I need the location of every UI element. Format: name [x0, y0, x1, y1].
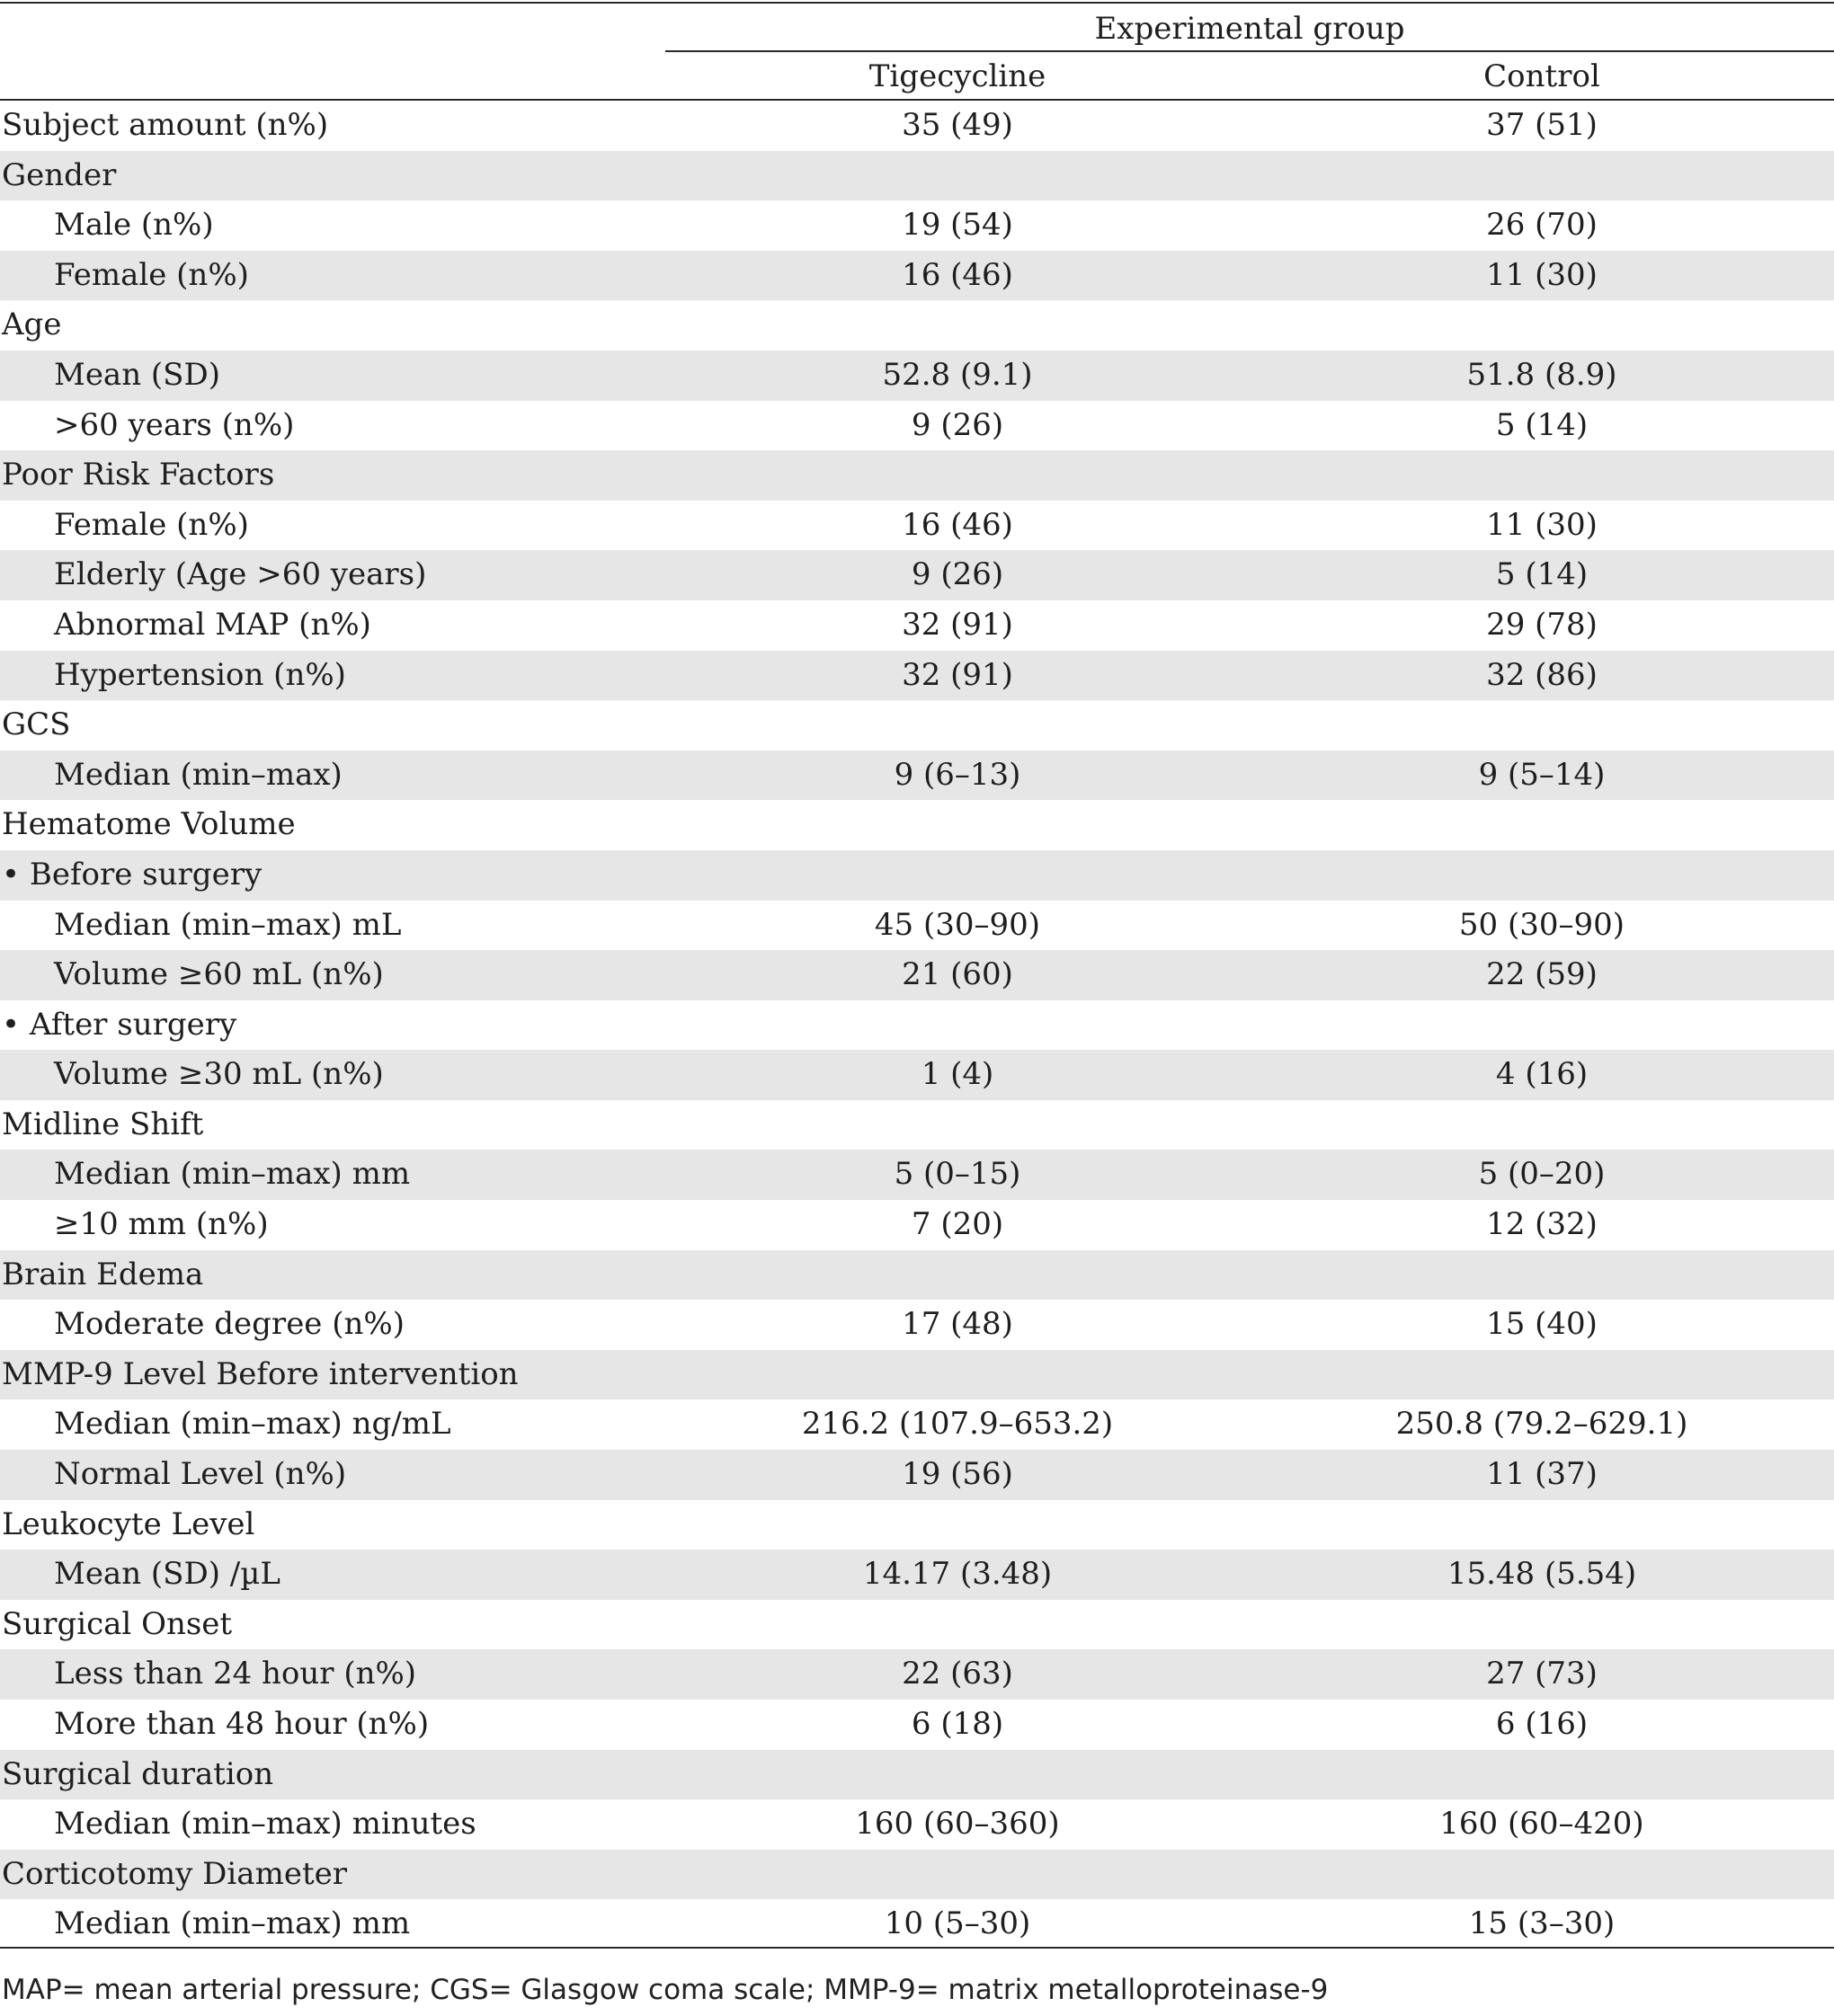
table-row	[0, 1750, 1834, 1800]
table-row	[0, 351, 1834, 401]
tigecycline-value: 32 (91)	[902, 656, 1013, 693]
row-label: Median (min–max) ng/mL	[54, 1406, 451, 1443]
control-value: 11 (30)	[1486, 256, 1598, 293]
control-value: 37 (51)	[1486, 107, 1598, 143]
row-label: Poor Risk Factors	[2, 457, 275, 493]
row-label: Surgical Onset	[2, 1605, 233, 1642]
table-row	[0, 1700, 1834, 1750]
group-header-rule	[665, 50, 1834, 52]
tigecycline-value: 17 (48)	[902, 1306, 1013, 1343]
table-row	[0, 550, 1834, 600]
table-row	[0, 1500, 1834, 1550]
table-row	[0, 600, 1834, 651]
row-label: Median (min–max) mm	[54, 1156, 411, 1193]
row-label: Surgical duration	[2, 1755, 274, 1792]
table-row	[0, 300, 1834, 351]
control-value: 29 (78)	[1486, 606, 1598, 643]
row-label: Hematome Volume	[2, 806, 296, 843]
control-value: 160 (60–420)	[1439, 1806, 1644, 1843]
control-value: 4 (16)	[1495, 1056, 1589, 1093]
row-label: Less than 24 hour (n%)	[54, 1656, 417, 1692]
row-label: Moderate degree (n%)	[54, 1306, 405, 1343]
row-label: Volume ≥30 mL (n%)	[54, 1056, 384, 1093]
control-value: 12 (32)	[1486, 1206, 1598, 1243]
row-label: Median (min–max) mm	[54, 1905, 411, 1942]
row-label: >60 years (n%)	[54, 406, 295, 443]
row-label: Corticotomy Diameter	[2, 1855, 347, 1892]
tigecycline-value: 19 (56)	[902, 1456, 1013, 1493]
table-row	[0, 1050, 1834, 1100]
table-footnote: MAP= mean arterial pressure; CGS= Glasgow coma scale; MMP-9= matrix metalloproteinase-9	[2, 1974, 1329, 2006]
table-row	[0, 200, 1834, 251]
row-label: • After surgery	[2, 1006, 237, 1043]
table-row	[0, 1150, 1834, 1200]
table-row	[0, 1550, 1834, 1600]
tigecycline-value: 45 (30–90)	[874, 906, 1041, 943]
table-row	[0, 651, 1834, 701]
row-label: Female (n%)	[54, 256, 249, 293]
row-label: ≥10 mm (n%)	[54, 1206, 269, 1243]
row-label: • Before surgery	[2, 856, 263, 893]
column-header-tigecycline: Tigecycline	[868, 58, 1046, 94]
top-rule	[0, 2, 1834, 4]
table-row	[0, 1250, 1834, 1301]
control-value: 11 (30)	[1486, 506, 1598, 543]
row-label: Age	[2, 306, 62, 343]
table-row	[0, 800, 1834, 850]
control-value: 27 (73)	[1486, 1656, 1598, 1692]
row-label: Median (min–max) minutes	[54, 1806, 476, 1843]
table-row	[0, 700, 1834, 750]
tigecycline-value: 10 (5–30)	[884, 1905, 1031, 1942]
column-header-control: Control	[1483, 58, 1600, 94]
tigecycline-value: 19 (54)	[902, 207, 1013, 244]
table-row	[0, 850, 1834, 901]
control-value: 250.8 (79.2–629.1)	[1395, 1406, 1688, 1443]
tigecycline-value: 5 (0–15)	[894, 1156, 1021, 1193]
tigecycline-value: 16 (46)	[902, 256, 1013, 293]
table-row	[0, 1649, 1834, 1700]
row-label: Leukocyte Level	[2, 1505, 255, 1542]
row-label: Male (n%)	[54, 207, 214, 244]
control-value: 15 (3–30)	[1468, 1905, 1616, 1942]
table-row	[0, 950, 1834, 1000]
control-value: 5 (14)	[1495, 406, 1589, 443]
control-value: 51.8 (8.9)	[1466, 356, 1617, 393]
tigecycline-value: 22 (63)	[902, 1656, 1013, 1692]
table-row	[0, 1200, 1834, 1250]
tigecycline-value: 14.17 (3.48)	[862, 1556, 1053, 1593]
table-row	[0, 1100, 1834, 1150]
control-value: 15 (40)	[1486, 1306, 1598, 1343]
tigecycline-value: 9 (6–13)	[894, 756, 1021, 793]
tigecycline-value: 216.2 (107.9–653.2)	[801, 1406, 1114, 1443]
table-row	[0, 750, 1834, 801]
table-body	[0, 101, 1834, 1949]
row-label: Elderly (Age >60 years)	[54, 556, 427, 593]
control-value: 5 (14)	[1495, 556, 1589, 593]
row-label: Volume ≥60 mL (n%)	[54, 956, 384, 993]
table-row	[0, 1399, 1834, 1450]
group-header: Experimental group	[1094, 11, 1405, 47]
tigecycline-value: 7 (20)	[911, 1206, 1004, 1243]
tigecycline-value: 35 (49)	[902, 107, 1013, 143]
table-row	[0, 501, 1834, 551]
row-label: Female (n%)	[54, 506, 249, 543]
tigecycline-value: 160 (60–360)	[855, 1806, 1060, 1843]
control-value: 9 (5–14)	[1478, 756, 1606, 793]
table-row	[0, 251, 1834, 301]
tigecycline-value: 6 (18)	[911, 1706, 1004, 1742]
row-label: Median (min–max)	[54, 756, 343, 793]
table-row	[0, 1799, 1834, 1850]
tigecycline-value: 21 (60)	[902, 956, 1013, 993]
table-row	[0, 901, 1834, 951]
table-row	[0, 151, 1834, 201]
table-row	[0, 1600, 1834, 1650]
control-value: 50 (30–90)	[1458, 906, 1625, 943]
tigecycline-value: 32 (91)	[902, 606, 1013, 643]
table-row	[0, 1300, 1834, 1350]
row-label: Hypertension (n%)	[54, 656, 346, 693]
control-value: 15.48 (5.54)	[1447, 1556, 1637, 1593]
row-label: MMP-9 Level Before intervention	[2, 1355, 519, 1392]
row-label: GCS	[2, 706, 71, 743]
row-label: Mean (SD)	[54, 356, 220, 393]
tigecycline-value: 52.8 (9.1)	[882, 356, 1033, 393]
row-label: Median (min–max) mL	[54, 906, 402, 943]
table-row	[0, 401, 1834, 451]
table-row	[0, 1850, 1834, 1900]
row-label: Brain Edema	[2, 1256, 204, 1292]
tigecycline-value: 1 (4)	[921, 1056, 994, 1093]
bottom-rule	[0, 1947, 1834, 1949]
row-label: Mean (SD) /µL	[54, 1556, 280, 1593]
table-row	[0, 1350, 1834, 1400]
tigecycline-value: 9 (26)	[911, 556, 1004, 593]
row-label: Gender	[2, 156, 117, 193]
row-label: More than 48 hour (n%)	[54, 1706, 430, 1742]
table-row	[0, 1899, 1834, 1949]
table-row	[0, 101, 1834, 151]
row-label: Subject amount (n%)	[2, 107, 329, 143]
tigecycline-value: 16 (46)	[902, 506, 1013, 543]
table-row	[0, 1000, 1834, 1051]
control-value: 6 (16)	[1495, 1706, 1589, 1742]
control-value: 32 (86)	[1486, 656, 1598, 693]
table-row	[0, 1450, 1834, 1500]
control-value: 5 (0–20)	[1478, 1156, 1606, 1193]
table-row	[0, 450, 1834, 501]
tigecycline-value: 9 (26)	[911, 406, 1004, 443]
row-label: Normal Level (n%)	[54, 1456, 347, 1493]
control-value: 26 (70)	[1486, 207, 1598, 244]
control-value: 11 (37)	[1486, 1456, 1598, 1493]
row-label: Abnormal MAP (n%)	[54, 606, 371, 643]
control-value: 22 (59)	[1486, 956, 1598, 993]
row-label: Midline Shift	[2, 1106, 204, 1142]
